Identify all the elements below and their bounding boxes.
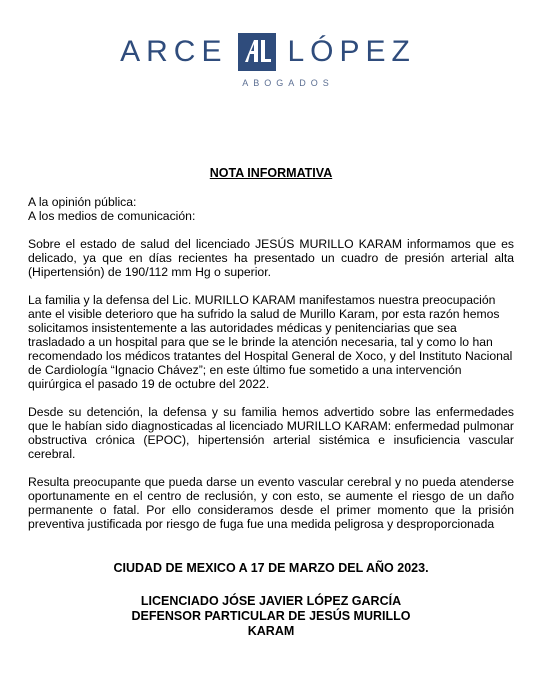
salutation-line-1: A la opinión pública: bbox=[28, 195, 137, 209]
paragraph-2: La familia y la defensa del Lic. MURILLO KARAM manifestamos nuestra preocupación ante el visible deterioro que ha sufrido la salud de Murillo Karam, por esta razón hemos solicitamos insistentemente a las autoridades médicas y penitenciarias que sea trasladado a un hospital para que se le brinde la atención necesaria, tal y como lo han recomendado los médicos tratantes del Hospital General de Xoco, y del Instituto Nacional de Cardiología “Ignacio Chávez”; en este último fue sometido a una intervención quirúrgica el pasado 19 de octubre del 2022. bbox=[28, 293, 513, 391]
logo-monogram-icon bbox=[237, 32, 277, 72]
paragraph-3: Desde su detención, la defensa y su familia hemos advertido sobre las enfermedades que le habían sido diagnosticadas al licenciado MURILLO KARAM: enfermedad pulmonar obstructiva crónica (EPOC), hipertensión arterial sistémica e insuficiencia vascular cerebral. bbox=[28, 405, 514, 461]
logo-subtitle: ABOGADOS bbox=[242, 78, 334, 88]
logo-row bbox=[120, 32, 416, 72]
document-body bbox=[28, 166, 514, 639]
logo-word-left: ARCE bbox=[120, 35, 228, 68]
paragraph-4: Resulta preocupante que pueda darse un evento vascular cerebral y no pueda atenderse oportunamente en el centro de reclusión, y con esto, se aumente el riesgo de un daño permanente o fatal. Por ello consideramos desde el primer momento que la prisión preventiva justificada por riesgo de fuga fue una medida peligrosa y desproporcionada bbox=[28, 475, 514, 531]
logo-word-right: LÓPEZ bbox=[287, 35, 416, 68]
signature-role: DEFENSOR PARTICULAR DE JESÚS MURILLO bbox=[131, 609, 411, 623]
paragraph-1: Sobre el estado de salud del licenciado JESÚS MURILLO KARAM informamos que es delicado, ya que en días recientes ha presentado un cuadro de presión arterial alta (Hipertensión) de 190/112 mm Hg o superior. bbox=[28, 237, 514, 279]
signature-role-continued: KARAM bbox=[247, 624, 295, 638]
signature-name: LICENCIADO JÓSE JAVIER LÓPEZ GARCÍA bbox=[140, 594, 402, 608]
salutation-line-2: A los medios de comunicación: bbox=[28, 209, 196, 223]
letterhead-logo bbox=[0, 32, 536, 88]
document-title: NOTA INFORMATIVA bbox=[209, 166, 333, 180]
salutation bbox=[28, 195, 514, 223]
date-line: CIUDAD DE MEXICO A 17 DE MARZO DEL AÑO 2023. bbox=[113, 561, 429, 575]
